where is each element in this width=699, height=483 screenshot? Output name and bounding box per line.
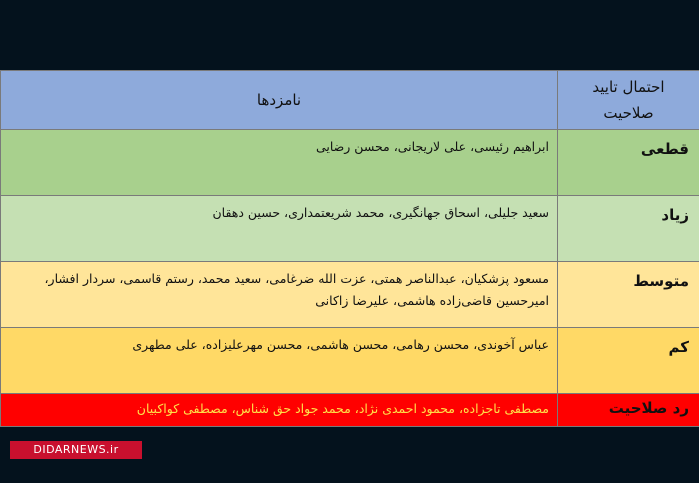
table-row-low: [1, 328, 699, 394]
row-names-high: سعید جلیلی، اسحاق جهانگیری، محمد شریعتمداری، حسین دهقان: [1, 196, 558, 262]
candidates-table: [0, 70, 699, 427]
header-candidates: نامزدها: [1, 71, 558, 130]
table-header-row: [1, 71, 699, 130]
header-approval-line1: احتمال تایید: [592, 78, 665, 96]
row-level-high: زیاد: [558, 196, 699, 262]
header-approval-line2: صلاحیت: [603, 104, 654, 122]
table-row-medium: [1, 262, 699, 328]
row-names-rejected: مصطفی تاجزاده، محمود احمدی نژاد، محمد جواد حق شناس، مصطفی کواکبیان: [1, 394, 558, 427]
table-row-certain: [1, 130, 699, 196]
row-level-low: کم: [558, 328, 699, 394]
row-level-rejected: رد صلاحیت: [558, 394, 699, 427]
row-level-certain: قطعی: [558, 130, 699, 196]
row-level-medium: متوسط: [558, 262, 699, 328]
table-row-high: [1, 196, 699, 262]
header-approval-probability: [558, 71, 699, 130]
didarnews-watermark-logo: DIDARNEWS.ir: [10, 441, 142, 459]
row-names-certain: ابراهیم رئیسی، علی لاریجانی، محسن رضایی: [1, 130, 558, 196]
candidates-table-wrapper: [0, 70, 699, 417]
row-names-low: عباس آخوندی، محسن رهامی، محسن هاشمی، محسن مهرعلیزاده، علی مطهری: [1, 328, 558, 394]
table-row-rejected: [1, 394, 699, 427]
row-names-medium: مسعود پزشکیان، عبدالناصر همتی، عزت الله ضرغامی، سعید محمد، رستم قاسمی، سردار افشار، امیرحسین قاضی‌زاده هاشمی، علیرضا زاکانی: [1, 262, 558, 328]
